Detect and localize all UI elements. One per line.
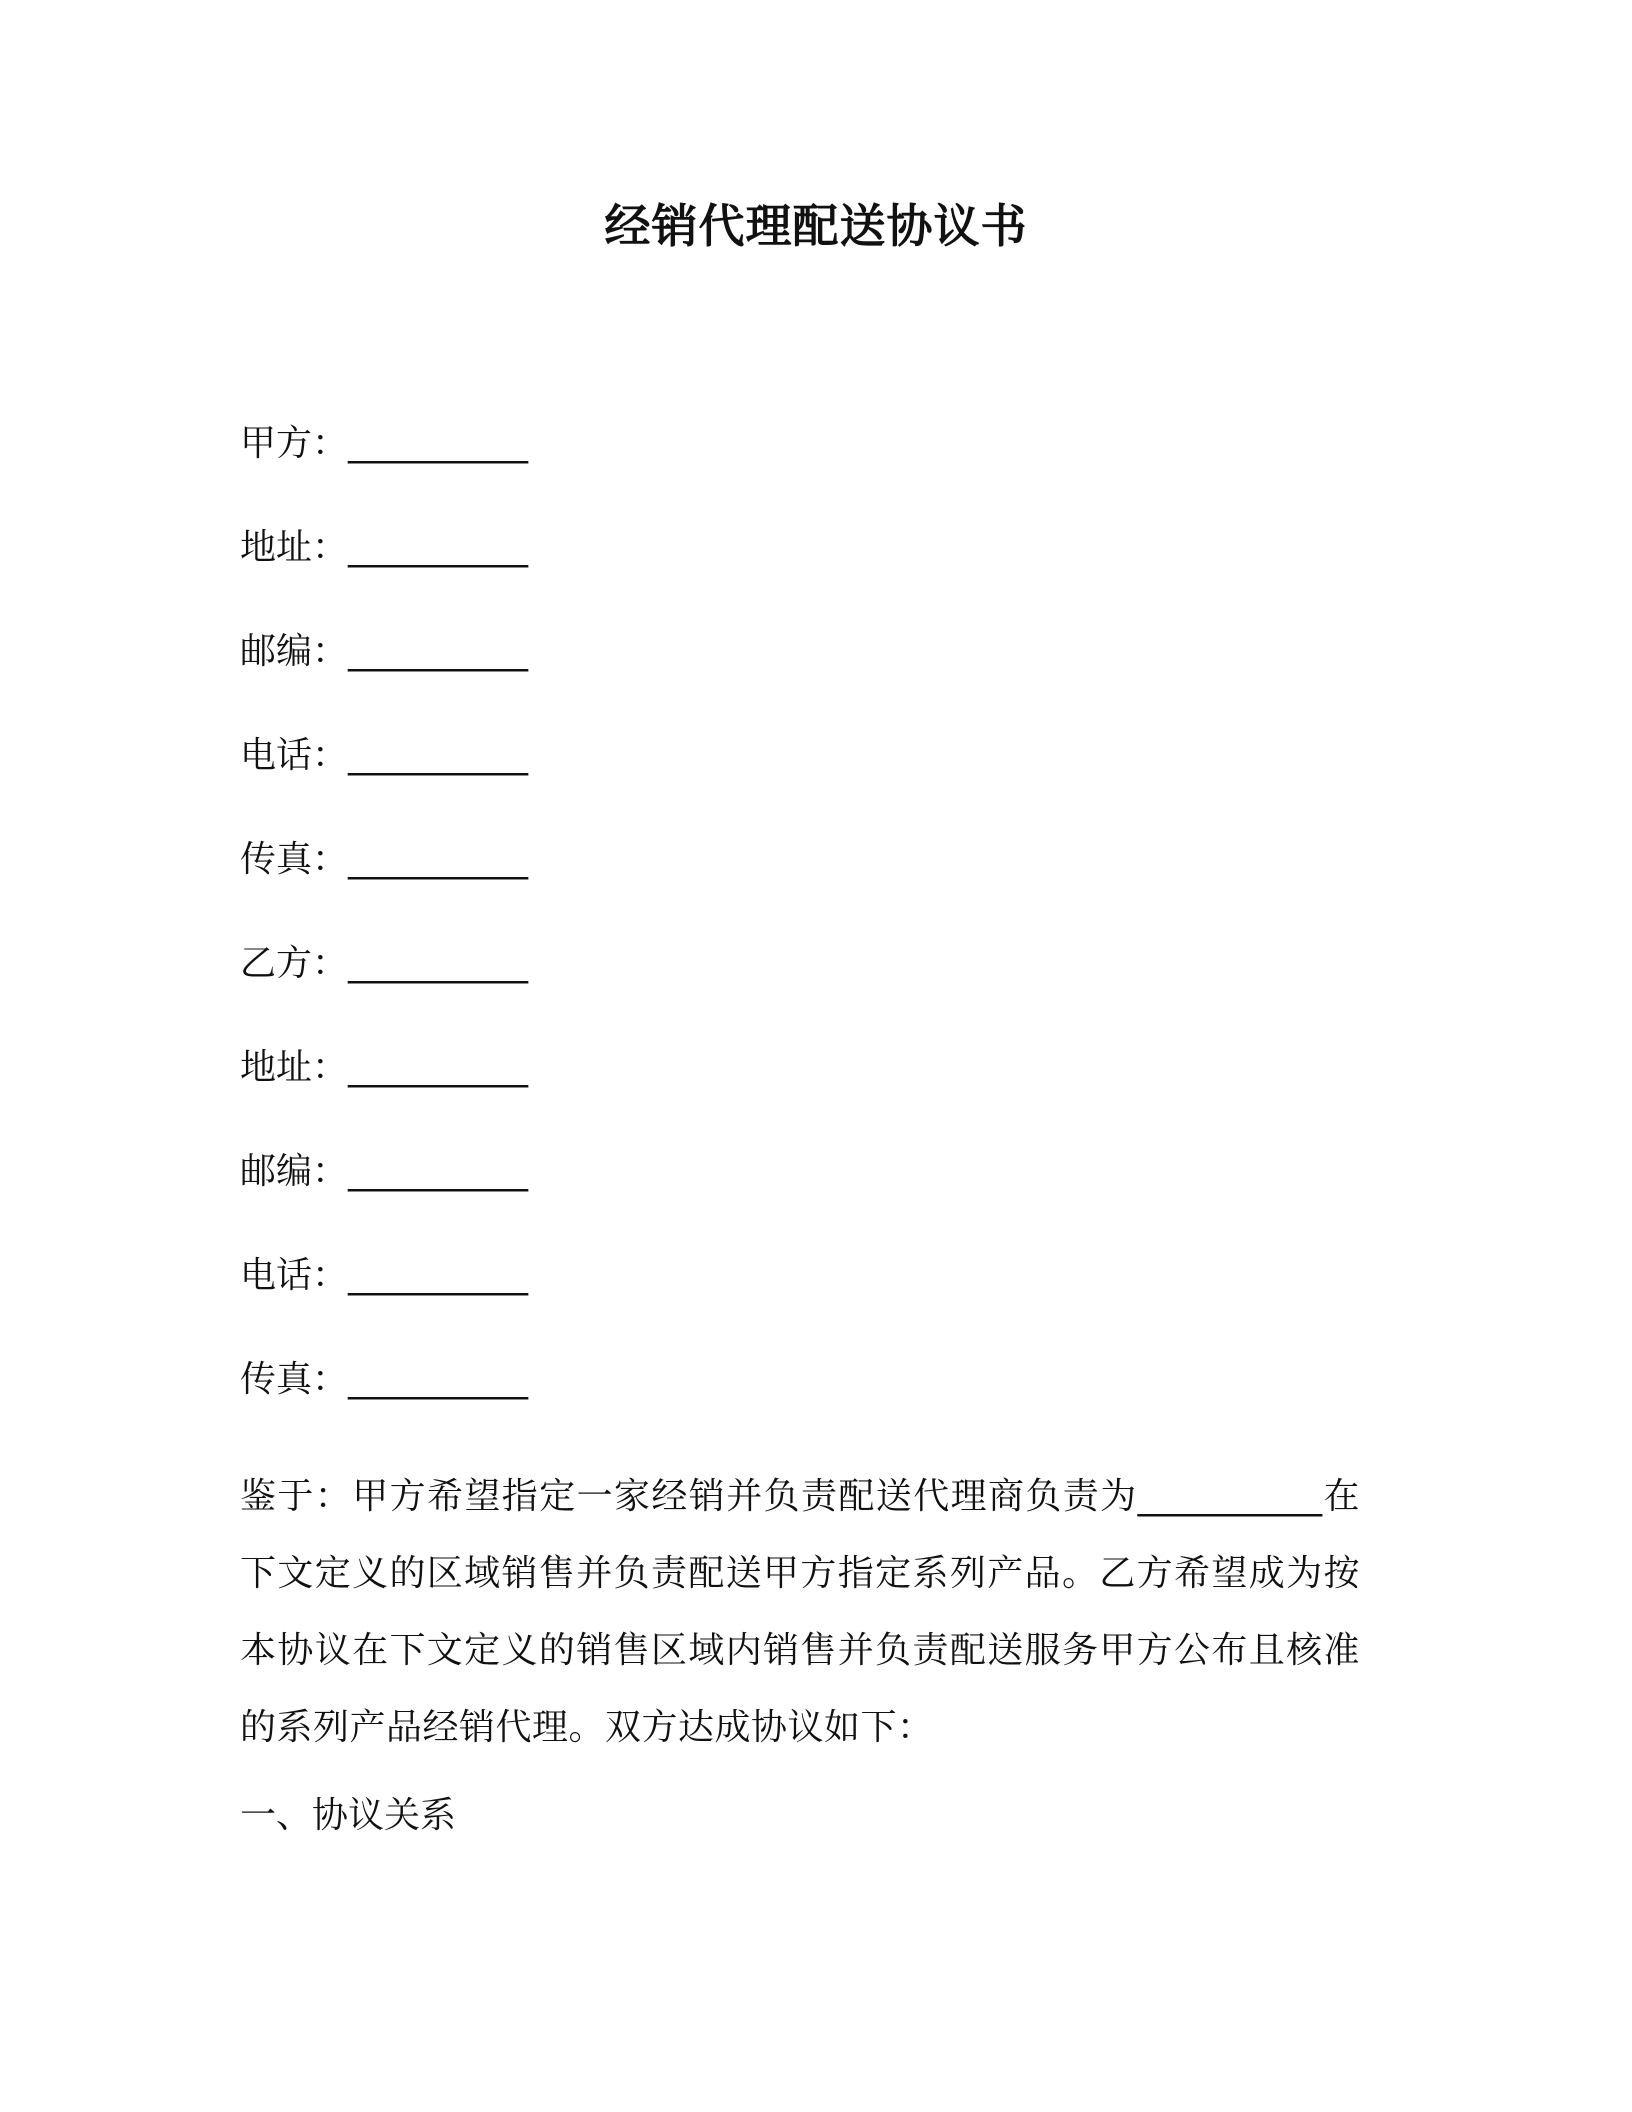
party-info-fields <box>240 420 1400 1460</box>
field-label: 邮编： <box>240 631 349 672</box>
field-label: 电话： <box>240 1255 349 1296</box>
field-blank: __________ <box>348 943 529 984</box>
field-blank: __________ <box>348 1359 529 1400</box>
intro-paragraph: 鉴于：甲方希望指定一家经销并负责配送代理商负责为__________在下文定义的区域销售并负责配送甲方指定系列产品。乙方希望成为按本协议在下文定义的销售区域内销售并负责配送服务甲方公布且核准的系列产品经销代理。双方达成协议如下： <box>240 1476 1360 1748</box>
field-label: 传真： <box>240 1359 349 1400</box>
field-blank: __________ <box>348 839 529 880</box>
party-b-name-field <box>240 940 1400 1044</box>
field-label: 电话： <box>240 735 349 776</box>
field-label: 地址： <box>240 527 349 568</box>
field-label: 传真： <box>240 839 349 880</box>
field-blank: __________ <box>348 423 529 464</box>
party-b-address-field <box>240 1044 1400 1148</box>
field-blank: __________ <box>348 1151 529 1192</box>
party-a-address-field <box>240 524 1400 628</box>
field-label: 地址： <box>240 1047 349 1088</box>
field-blank: __________ <box>348 527 529 568</box>
party-a-name-field <box>240 420 1400 524</box>
field-label: 甲方： <box>240 423 349 464</box>
field-blank: __________ <box>348 1255 529 1296</box>
section-heading: 一、协议关系 <box>240 1795 457 1836</box>
party-a-phone-field <box>240 732 1400 836</box>
party-b-postcode-field <box>240 1148 1400 1252</box>
field-blank: __________ <box>348 735 529 776</box>
party-a-postcode-field <box>240 628 1400 732</box>
field-blank: __________ <box>348 1047 529 1088</box>
document-title: 经销代理配送协议书 <box>604 199 1028 253</box>
party-b-fax-field <box>240 1356 1400 1460</box>
party-a-fax-field <box>240 836 1400 940</box>
field-label: 邮编： <box>240 1151 349 1192</box>
party-b-phone-field <box>240 1252 1400 1356</box>
field-label: 乙方： <box>240 943 349 984</box>
field-blank: __________ <box>348 631 529 672</box>
